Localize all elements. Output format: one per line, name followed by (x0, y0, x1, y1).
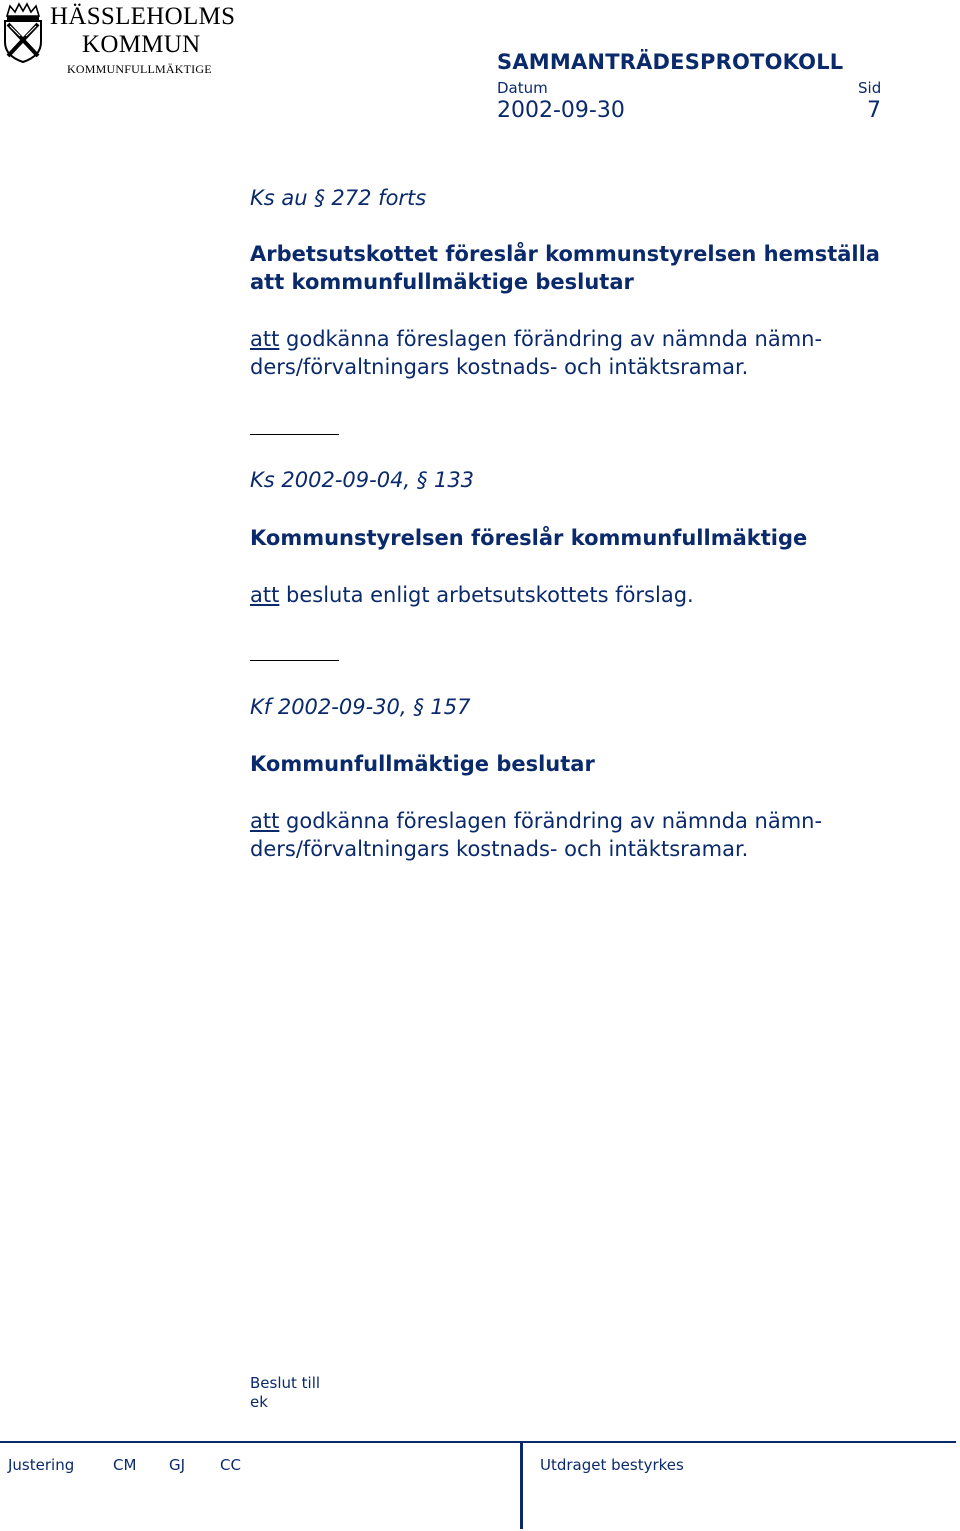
paragraph-text: ders/förvaltningars kostnads- och intäktsramar. (250, 355, 749, 379)
decision-paragraph (250, 807, 822, 863)
section-reference: Kf 2002-09-30, § 157 (250, 695, 471, 719)
document-type: SAMMANTRÄDESPROTOKOLL (497, 50, 844, 74)
distribution-line: Beslut till (250, 1374, 321, 1392)
section-heading: Kommunfullmäktige beslutar (250, 752, 595, 776)
att-keyword: att (250, 327, 280, 351)
att-keyword: att (250, 583, 280, 607)
paragraph-text: godkänna föreslagen förändring av nämnda nämn- (279, 809, 823, 833)
section-reference: Ks 2002-09-04, § 133 (250, 468, 475, 492)
paragraph-text: godkänna föreslagen förändring av nämnda nämn- (279, 327, 823, 351)
footer-rule (523, 1441, 956, 1443)
signer-initials: GJ (169, 1456, 186, 1474)
section-reference: Ks au § 272 forts (250, 186, 427, 210)
heading-line: Arbetsutskottet föreslår kommunstyrelsen hemställa (250, 242, 880, 266)
footer-divider (520, 1441, 523, 1529)
meeting-date: 2002-09-30 (497, 98, 625, 123)
paragraph-text: besluta enligt arbetsutskottets förslag. (279, 583, 694, 607)
footer-rule (0, 1441, 520, 1443)
distribution-note (250, 1374, 320, 1412)
decision-paragraph (250, 325, 822, 381)
page-number: 7 (867, 98, 881, 123)
logo-department: KOMMUNFULLMÄKTIGE (67, 62, 212, 76)
section-heading: Kommunstyrelsen föreslår kommunfullmäktige (250, 526, 808, 550)
signer-initials: CM (113, 1456, 137, 1474)
paragraph-text: ders/förvaltningars kostnads- och intäktsramar. (250, 837, 749, 861)
section-divider (250, 660, 339, 661)
logo-subtitle: KOMMUN (82, 31, 201, 58)
date-label: Datum (497, 79, 548, 97)
att-keyword: att (250, 809, 280, 833)
heading-line: att kommunfullmäktige beslutar (250, 270, 634, 294)
logo-title: HÄSSLEHOLMS (50, 3, 236, 30)
distribution-line: ek (250, 1393, 268, 1411)
certified-extract-label: Utdraget bestyrkes (540, 1456, 684, 1474)
page-label: Sid (858, 79, 882, 97)
section-heading (250, 240, 880, 296)
coat-of-arms-icon (2, 2, 44, 64)
decision-paragraph (250, 581, 694, 609)
justering-label: Justering (8, 1456, 75, 1474)
signer-initials: CC (220, 1456, 241, 1474)
section-divider (250, 434, 339, 435)
